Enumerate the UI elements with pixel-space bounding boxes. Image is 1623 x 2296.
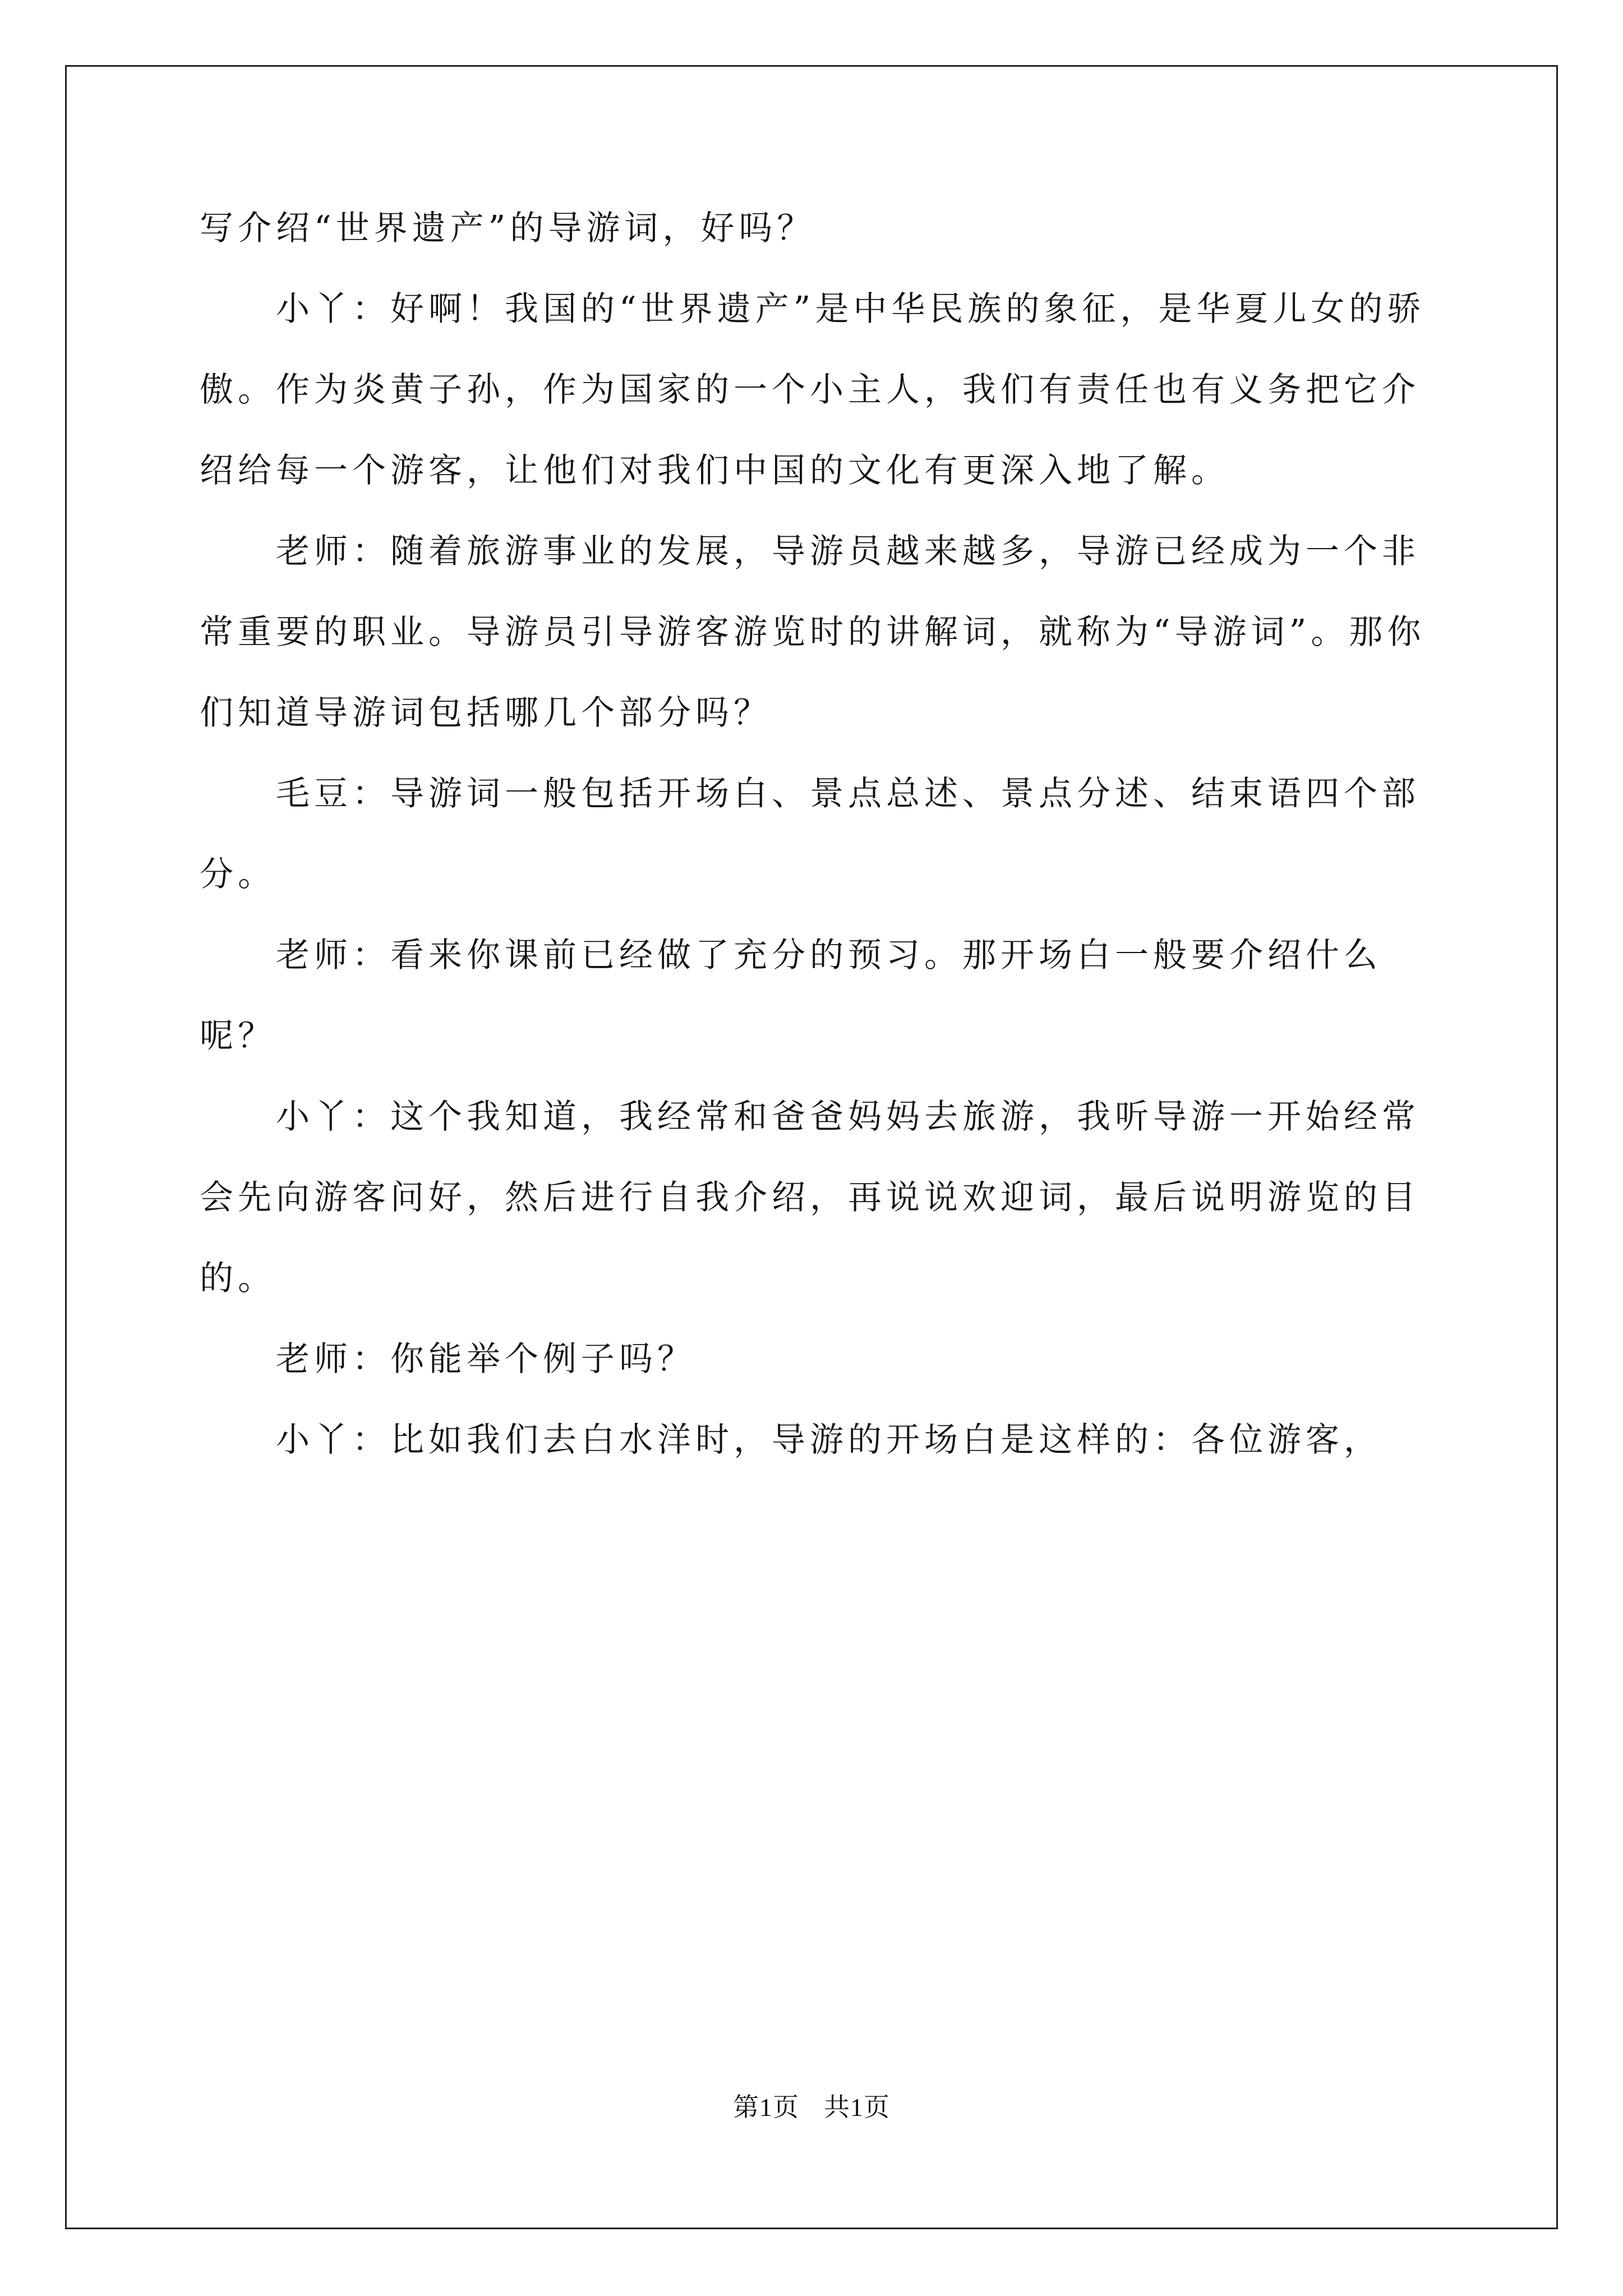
paragraph-1: 写介绍“世界遗产”的导游词，好吗？ (200, 209, 815, 248)
paragraph-8: 小丫：比如我们去白水洋时，导游的开场白是这样的：各位游客， (276, 1420, 1382, 1460)
paragraph-3: 老师：随着旅游事业的发展，导游员越来越多，导游已经成为一个非常重要的职业。导游员引导游客游览时的讲解词，就称为“导游词”。那你们知道导游词包括哪几个部分吗？ (200, 532, 1426, 733)
paragraph-5: 老师：看来你课前已经做了充分的预习。那开场白一般要介绍什么呢？ (200, 936, 1382, 1056)
paragraph-4: 毛豆：导游词一般包括开场白、景点总述、景点分述、结束语四个部分。 (200, 774, 1420, 894)
paragraph-6: 小丫：这个我知道，我经常和爸爸妈妈去旅游，我听导游一开始经常会先向游客问好，然后进行自我介绍，再说说欢迎词，最后说明游览的目的。 (200, 1097, 1420, 1298)
page-footer (0, 2087, 1623, 2124)
page-number: 第1页 (733, 2093, 799, 2122)
paragraph-7: 老师：你能举个例子吗？ (276, 1340, 695, 1379)
page-total: 共1页 (824, 2093, 890, 2122)
document-body (200, 188, 1427, 1480)
paragraph-2: 小丫：好啊！我国的“世界遗产”是中华民族的象征，是华夏儿女的骄傲。作为炎黄子孙，作为国家的一个小主人，我们有责任也有义务把它介绍给每一个游客，让他们对我们中国的文化有更深入地了解。 (200, 289, 1426, 490)
